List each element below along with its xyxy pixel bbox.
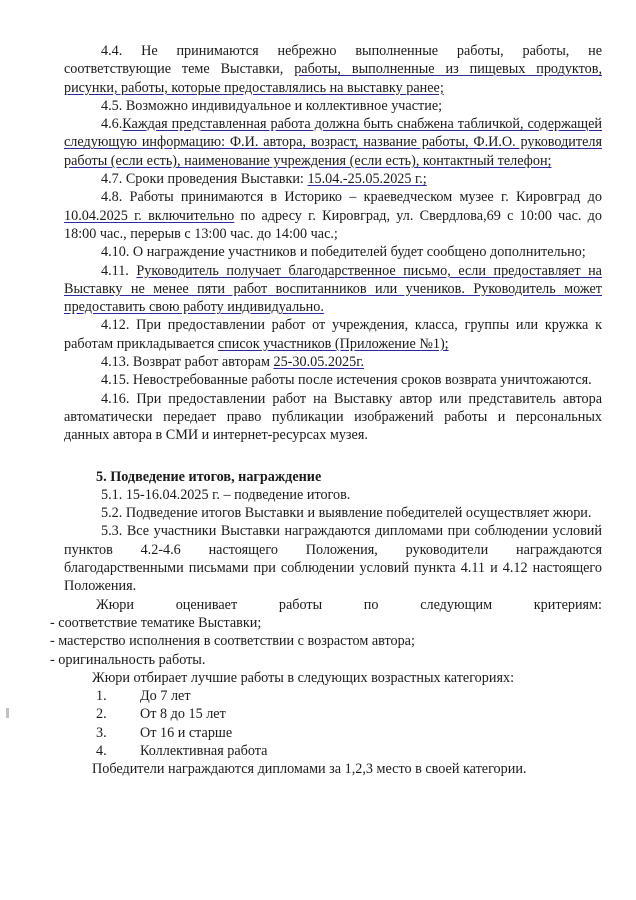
clause-4-12-list: список участников (Приложение №1); [217,335,449,352]
clause-4-11-underlined: Руководитель получает благодарственное письмо, если предоставляет на Выставку не менее пяти работ воспитанников или учеников. Руководитель может предоставить свою работу индивидуально. [64,262,602,316]
clause-5-1: 5.1. 15-16.04.2025 г. – подведение итогов. [101,486,351,503]
category-item [64,742,602,760]
clause-4-13 [64,353,602,371]
clause-4-13-dates: 25-30.05.2025г. [273,354,365,371]
category-number: 3. [96,724,107,741]
criterion-item: - мастерство исполнения в соответствии с возрастом автора; [50,633,415,650]
category-label: Коллективная работа [140,742,268,759]
document-page [50,42,602,779]
clause-4-11 [64,262,602,317]
section-5-heading: 5. Подведение итогов, награждение [96,468,322,485]
clause-4-8-text: 4.8. Работы принимаются в Историко – краеведческом музее г. Кировград до [101,189,602,206]
criterion-item: - соответствие тематике Выставки; [50,614,262,631]
clause-4-7-dates: 15.04.-25.05.2025 г.; [307,171,427,188]
clause-4-16: 4.16. При предоставлении работ на Выставку автор или представитель автора автоматически передает право публикации изображений работы и персональных данных автора в СМИ и интернет-ресурсах музея. [64,390,602,444]
categories-list [64,687,602,760]
winners-note: Победители награждаются дипломами за 1,2,3 место в своей категории. [92,761,527,778]
clause-4-8 [64,188,602,243]
categories-intro: Жюри отбирает лучшие работы в следующих возрастных категориях: [92,669,515,686]
clause-5-3: 5.3. Все участники Выставки награждаются дипломами при соблюдении условий пунктов 4.2-4.6 настоящего Положения, руководители награждаются благодарственными письмами при соблюдении условий пункта 4.11 и 4.12 настоящего Положения. [64,523,602,595]
category-item [64,705,602,723]
clause-4-11-number: 4.11. [101,262,137,279]
category-number: 4. [96,742,107,759]
clause-4-13-text: 4.13. Возврат работ авторам [101,354,274,371]
category-label: От 8 до 15 лет [140,706,226,723]
category-label: До 7 лет [140,688,191,705]
clause-4-8-address: по адресу г. Кировград, ул. Свердлова,69 с 10:00 час. до 18:00 час., перерыв с 13:00 час. до 14:00 час.; [64,207,602,242]
scan-mark [6,708,9,718]
category-item [64,724,602,742]
clause-4-4-text: 4.4. Не принимаются небрежно выполненные работы, работы, не соответствующие теме Выставки, [64,43,602,78]
criteria-list [50,614,602,669]
category-item [64,687,602,705]
category-number: 1. [96,688,107,705]
category-number: 2. [96,706,107,723]
clause-4-7-text: 4.7. Сроки проведения Выставки: [101,171,308,188]
category-label: От 16 и старше [140,724,233,741]
clause-4-12 [64,316,602,353]
clause-4-6-underlined: Каждая представленная работа должна быть снабжена табличкой, содержащей следующую информацию: Ф.И. автора, возраст, название работы, Ф.И.О. руководителя работы (если есть), наименование учреждения (если есть), контактный телефон; [64,116,602,169]
criterion-item: - оригинальность работы. [50,651,206,668]
clause-4-4 [64,42,602,97]
clause-4-7 [64,170,602,188]
clause-4-5: 4.5. Возможно индивидуальное и коллективное участие; [101,97,443,114]
criteria-intro: Жюри оценивает работы по следующим критериям: [96,596,602,613]
clause-4-6-number: 4.6. [101,116,123,133]
clause-4-4-underlined: работы, выполненные из пищевых продуктов, рисунки, работы, которые предоставлялись на выставку ранее; [64,61,602,96]
clause-4-10: 4.10. О награждение участников и победителей будет сообщено дополнительно; [101,244,586,261]
clause-4-12-text: 4.12. При предоставлении работ от учреждения, класса, группы или кружка к работам прикладывается [64,317,602,352]
clause-4-6 [64,115,602,170]
clause-4-8-deadline: 10.04.2025 г. включительно [64,207,235,224]
clause-4-15: 4.15. Невостребованные работы после истечения сроков возврата уничтожаются. [101,372,592,389]
clause-5-2: 5.2. Подведение итогов Выставки и выявление победителей осуществляет жюри. [101,505,592,522]
